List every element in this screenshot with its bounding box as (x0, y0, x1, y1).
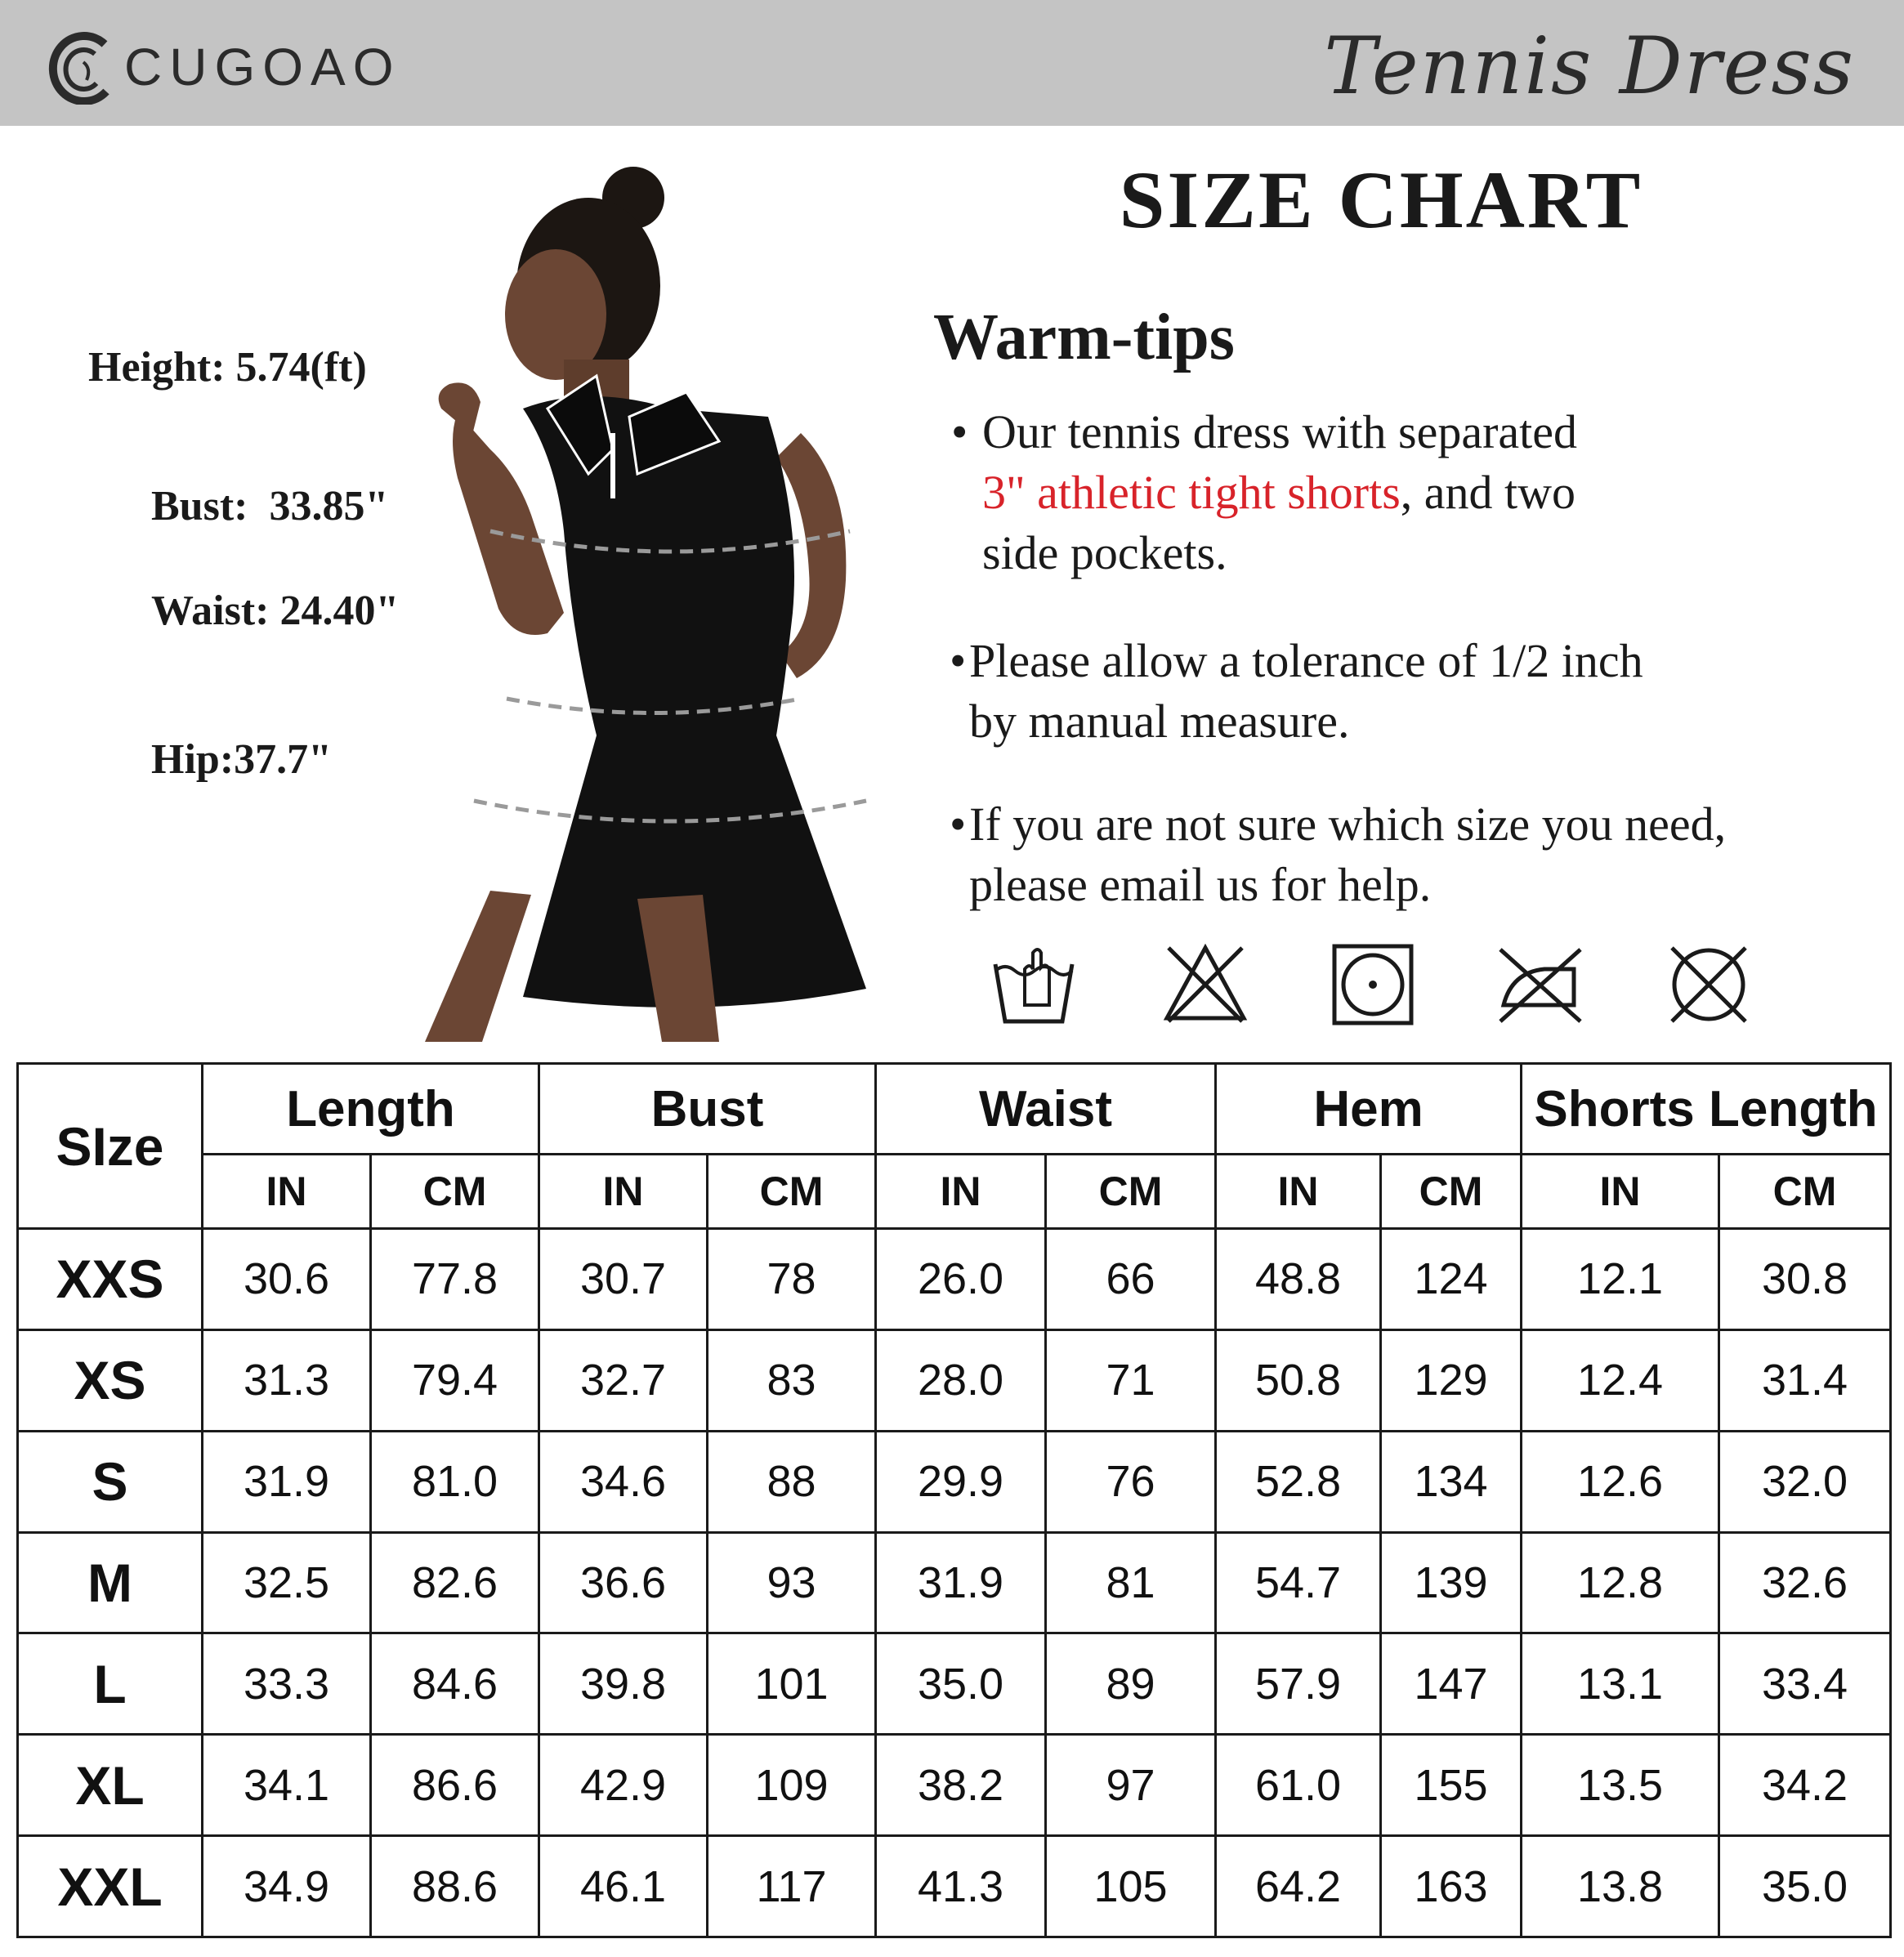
tip-3-line-1: If you are not sure which size you need, (969, 798, 1727, 851)
size-label: XXS (18, 1229, 203, 1330)
tip-1-line-2-rest: , and two (1400, 466, 1576, 519)
table-cell: 89 (1046, 1633, 1216, 1735)
table-cell: 32.7 (539, 1329, 708, 1431)
tip-2-line-2: by manual measure. (969, 695, 1350, 748)
tip-1 (951, 402, 1578, 583)
table-cell: 31.4 (1719, 1329, 1891, 1431)
table-cell: 48.8 (1216, 1229, 1381, 1330)
table-cell: 57.9 (1216, 1633, 1381, 1735)
brand-name: CUGOAO (124, 38, 401, 96)
table-cell: 34.6 (539, 1431, 708, 1532)
table-cell: 38.2 (876, 1735, 1046, 1836)
brand-logo-icon (47, 29, 116, 105)
table-cell: 105 (1046, 1836, 1216, 1937)
size-label: M (18, 1532, 203, 1633)
table-row (18, 1836, 1891, 1937)
table-cell: 13.8 (1522, 1836, 1719, 1937)
table-cell: 32.0 (1719, 1431, 1891, 1532)
table-cell: 81.0 (371, 1431, 539, 1532)
table-cell: 79.4 (371, 1329, 539, 1431)
table-cell: 71 (1046, 1329, 1216, 1431)
table-cell: 29.9 (876, 1431, 1046, 1532)
unit-header: IN (203, 1155, 371, 1229)
table-cell: 82.6 (371, 1532, 539, 1633)
table-cell: 76 (1046, 1431, 1216, 1532)
table-cell: 147 (1381, 1633, 1522, 1735)
table-cell: 13.5 (1522, 1735, 1719, 1836)
table-cell: 26.0 (876, 1229, 1046, 1330)
unit-header: CM (1381, 1155, 1522, 1229)
table-cell: 50.8 (1216, 1329, 1381, 1431)
model-photo (343, 163, 899, 1042)
table-cell: 12.4 (1522, 1329, 1719, 1431)
unit-header: CM (708, 1155, 876, 1229)
table-cell: 163 (1381, 1836, 1522, 1937)
table-cell: 93 (708, 1532, 876, 1633)
table-row (18, 1633, 1891, 1735)
table-cell: 32.5 (203, 1532, 371, 1633)
table-cell: 101 (708, 1633, 876, 1735)
unit-header: IN (539, 1155, 708, 1229)
table-cell: 12.8 (1522, 1532, 1719, 1633)
size-chart-title: SIZE CHART (1119, 154, 1643, 245)
tip-2 (950, 631, 1643, 752)
table-cell: 134 (1381, 1431, 1522, 1532)
tip-1-line-3: side pockets. (982, 526, 1227, 579)
table-cell: 86.6 (371, 1735, 539, 1836)
table-row (18, 1532, 1891, 1633)
do-not-dry-clean-icon (1664, 940, 1754, 1030)
table-cell: 31.9 (203, 1431, 371, 1532)
table-cell: 124 (1381, 1229, 1522, 1330)
table-cell: 88 (708, 1431, 876, 1532)
table-cell: 41.3 (876, 1836, 1046, 1937)
table-cell: 139 (1381, 1532, 1522, 1633)
size-label: XS (18, 1329, 203, 1431)
table-row (18, 1431, 1891, 1532)
model-bust: Bust: 33.85" (151, 483, 389, 529)
waist-header: Waist (876, 1064, 1216, 1155)
table-row (18, 1329, 1891, 1431)
table-cell: 28.0 (876, 1329, 1046, 1431)
table-cell: 54.7 (1216, 1532, 1381, 1633)
length-header: Length (203, 1064, 539, 1155)
table-cell: 31.3 (203, 1329, 371, 1431)
table-cell: 155 (1381, 1735, 1522, 1836)
hem-header: Hem (1216, 1064, 1522, 1155)
table-cell: 33.4 (1719, 1633, 1891, 1735)
table-cell: 84.6 (371, 1633, 539, 1735)
shorts-length-header: Shorts Length (1522, 1064, 1891, 1155)
table-cell: 30.6 (203, 1229, 371, 1330)
model-waist: Waist: 24.40" (151, 588, 400, 634)
size-label: L (18, 1633, 203, 1735)
size-table-body (18, 1229, 1891, 1937)
table-cell: 77.8 (371, 1229, 539, 1330)
table-cell: 34.9 (203, 1836, 371, 1937)
table-cell: 88.6 (371, 1836, 539, 1937)
table-cell: 13.1 (1522, 1633, 1719, 1735)
tip-1-line-2 (982, 462, 1577, 523)
hand-wash-icon (989, 940, 1079, 1030)
bullet: • (950, 634, 967, 687)
table-cell: 83 (708, 1329, 876, 1431)
size-label: XXL (18, 1836, 203, 1937)
size-table (16, 1062, 1892, 1938)
header-title: Tennis Dress (1324, 20, 1855, 112)
tip-1-line-1: Our tennis dress with separated (982, 405, 1578, 458)
table-cell: 33.3 (203, 1633, 371, 1735)
table-cell: 35.0 (1719, 1836, 1891, 1937)
table-cell: 12.1 (1522, 1229, 1719, 1330)
tip-3 (950, 794, 1727, 915)
table-cell: 61.0 (1216, 1735, 1381, 1836)
unit-header: IN (1522, 1155, 1719, 1229)
bullet: • (951, 405, 968, 458)
size-label: XL (18, 1735, 203, 1836)
do-not-iron-icon (1495, 940, 1585, 1030)
table-cell: 35.0 (876, 1633, 1046, 1735)
table-cell: 81 (1046, 1532, 1216, 1633)
table-row (18, 1735, 1891, 1836)
table-cell: 66 (1046, 1229, 1216, 1330)
tip-1-highlight: 3" athletic tight shorts (982, 466, 1401, 519)
table-cell: 117 (708, 1836, 876, 1937)
table-cell: 31.9 (876, 1532, 1046, 1633)
size-column-header: SIze (18, 1064, 203, 1229)
do-not-bleach-icon (1160, 940, 1250, 1030)
table-row (18, 1229, 1891, 1330)
tip-2-line-1: Please allow a tolerance of 1/2 inch (969, 634, 1643, 687)
table-cell: 36.6 (539, 1532, 708, 1633)
unit-header: CM (1046, 1155, 1216, 1229)
table-cell: 30.8 (1719, 1229, 1891, 1330)
model-height: Height: 5.74(ft) (88, 344, 367, 391)
unit-header: IN (1216, 1155, 1381, 1229)
table-cell: 42.9 (539, 1735, 708, 1836)
table-cell: 64.2 (1216, 1836, 1381, 1937)
header-bar (0, 0, 1904, 126)
warm-tips-title: Warm-tips (933, 302, 1235, 373)
table-cell: 109 (708, 1735, 876, 1836)
bust-header: Bust (539, 1064, 876, 1155)
table-cell: 32.6 (1719, 1532, 1891, 1633)
tumble-dry-low-icon (1328, 940, 1418, 1030)
table-cell: 52.8 (1216, 1431, 1381, 1532)
table-cell: 46.1 (539, 1836, 708, 1937)
table-cell: 97 (1046, 1735, 1216, 1836)
unit-header: CM (1719, 1155, 1891, 1229)
model-hip: Hip:37.7" (151, 736, 332, 783)
size-label: S (18, 1431, 203, 1532)
tip-3-line-2: please email us for help. (969, 858, 1432, 911)
table-cell: 34.1 (203, 1735, 371, 1836)
bullet: • (950, 798, 967, 851)
unit-header: IN (876, 1155, 1046, 1229)
table-cell: 129 (1381, 1329, 1522, 1431)
table-cell: 78 (708, 1229, 876, 1330)
table-cell: 30.7 (539, 1229, 708, 1330)
table-cell: 34.2 (1719, 1735, 1891, 1836)
table-cell: 12.6 (1522, 1431, 1719, 1532)
unit-header: CM (371, 1155, 539, 1229)
table-cell: 39.8 (539, 1633, 708, 1735)
